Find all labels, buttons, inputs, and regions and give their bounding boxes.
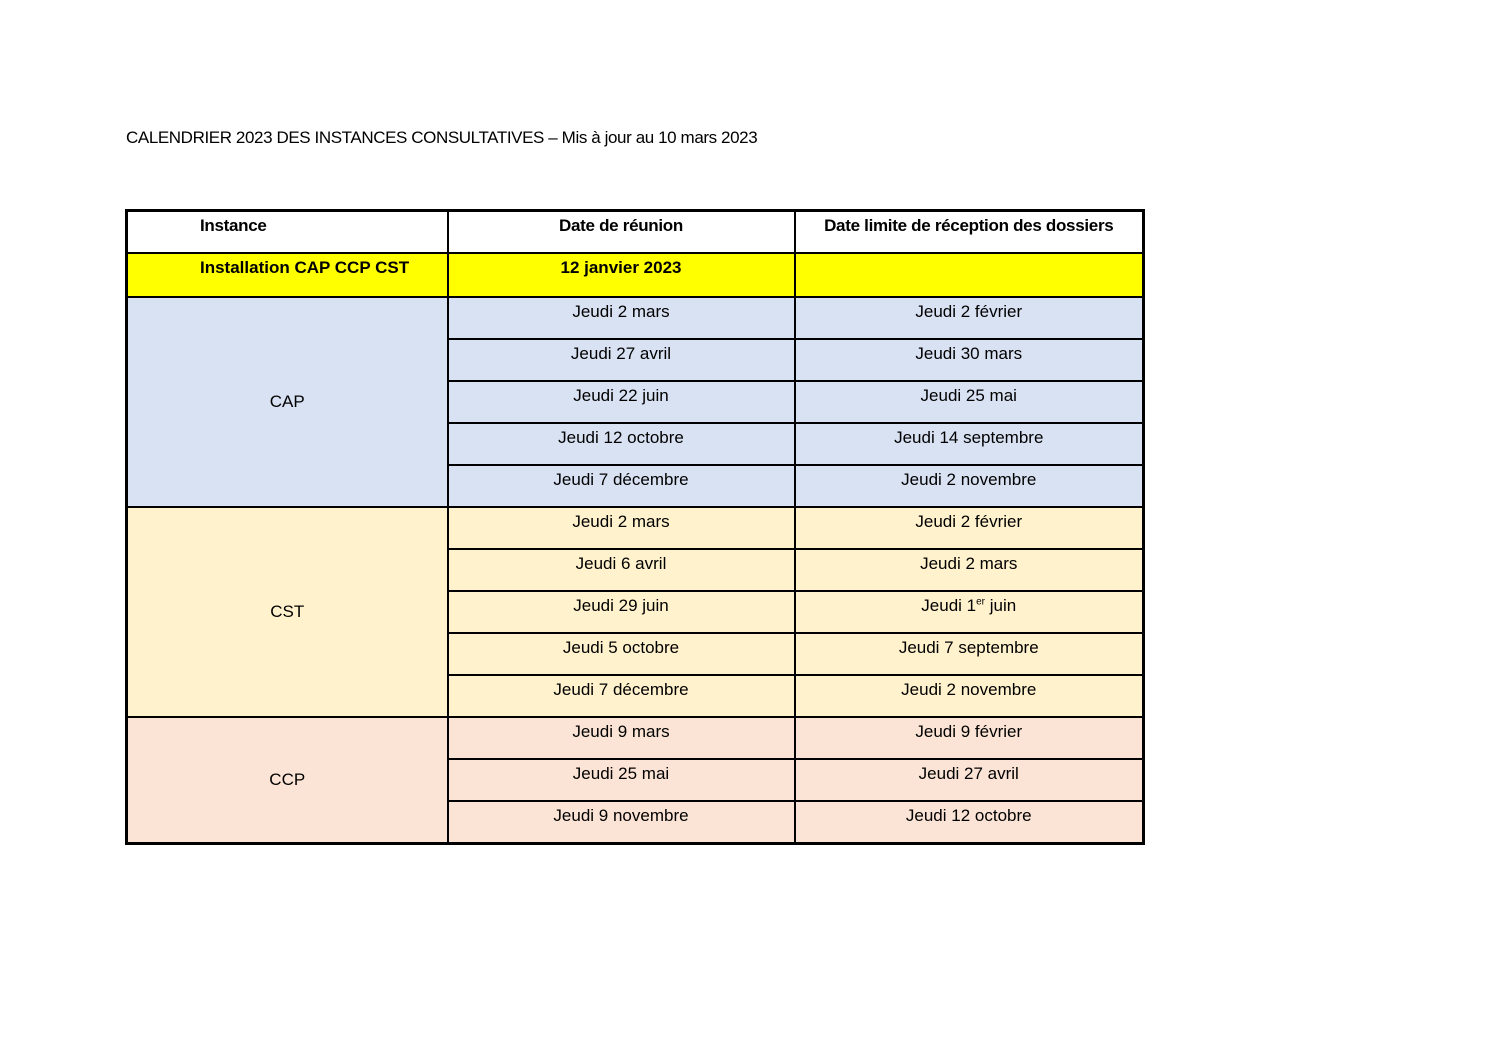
calendar-table xyxy=(125,209,1145,845)
deadline-date: Jeudi 25 mai xyxy=(795,381,1144,423)
table-row xyxy=(127,297,1144,339)
group-label-ccp: CCP xyxy=(127,717,448,844)
meeting-date: Jeudi 12 octobre xyxy=(448,423,795,465)
header-deadline: Date limite de réception des dossiers xyxy=(795,211,1144,254)
deadline-date: Jeudi 2 février xyxy=(795,507,1144,549)
deadline-date: Jeudi 9 février xyxy=(795,717,1144,759)
deadline-date xyxy=(795,591,1144,633)
group-label-cst: CST xyxy=(127,507,448,717)
deadline-date: Jeudi 7 septembre xyxy=(795,633,1144,675)
meeting-date: Jeudi 7 décembre xyxy=(448,465,795,507)
meeting-date: Jeudi 7 décembre xyxy=(448,675,795,717)
installation-label: Installation CAP CCP CST xyxy=(127,253,448,297)
installation-date: 12 janvier 2023 xyxy=(448,253,795,297)
meeting-date: Jeudi 9 novembre xyxy=(448,801,795,844)
meeting-date: Jeudi 9 mars xyxy=(448,717,795,759)
group-label-cap: CAP xyxy=(127,297,448,507)
deadline-date: Jeudi 2 novembre xyxy=(795,465,1144,507)
table-row xyxy=(127,717,1144,759)
header-row xyxy=(127,211,1144,254)
meeting-date: Jeudi 2 mars xyxy=(448,297,795,339)
header-instance: Instance xyxy=(127,211,448,254)
installation-deadline xyxy=(795,253,1144,297)
deadline-date: Jeudi 27 avril xyxy=(795,759,1144,801)
installation-row xyxy=(127,253,1144,297)
deadline-date: Jeudi 30 mars xyxy=(795,339,1144,381)
meeting-date: Jeudi 22 juin xyxy=(448,381,795,423)
deadline-date: Jeudi 12 octobre xyxy=(795,801,1144,844)
deadline-date: Jeudi 2 novembre xyxy=(795,675,1144,717)
meeting-date: Jeudi 29 juin xyxy=(448,591,795,633)
meeting-date: Jeudi 5 octobre xyxy=(448,633,795,675)
meeting-date: Jeudi 2 mars xyxy=(448,507,795,549)
deadline-day: Jeudi 1 xyxy=(921,596,977,615)
meeting-date: Jeudi 6 avril xyxy=(448,549,795,591)
ordinal-suffix: er xyxy=(976,596,986,608)
table-row xyxy=(127,507,1144,549)
meeting-date: Jeudi 25 mai xyxy=(448,759,795,801)
deadline-date: Jeudi 2 février xyxy=(795,297,1144,339)
deadline-date: Jeudi 14 septembre xyxy=(795,423,1144,465)
deadline-date: Jeudi 2 mars xyxy=(795,549,1144,591)
document-title: CALENDRIER 2023 DES INSTANCES CONSULTATIVES – Mis à jour au 10 mars 2023 xyxy=(126,128,758,147)
meeting-date: Jeudi 27 avril xyxy=(448,339,795,381)
deadline-month: juin xyxy=(985,596,1017,615)
header-meeting-date: Date de réunion xyxy=(448,211,795,254)
